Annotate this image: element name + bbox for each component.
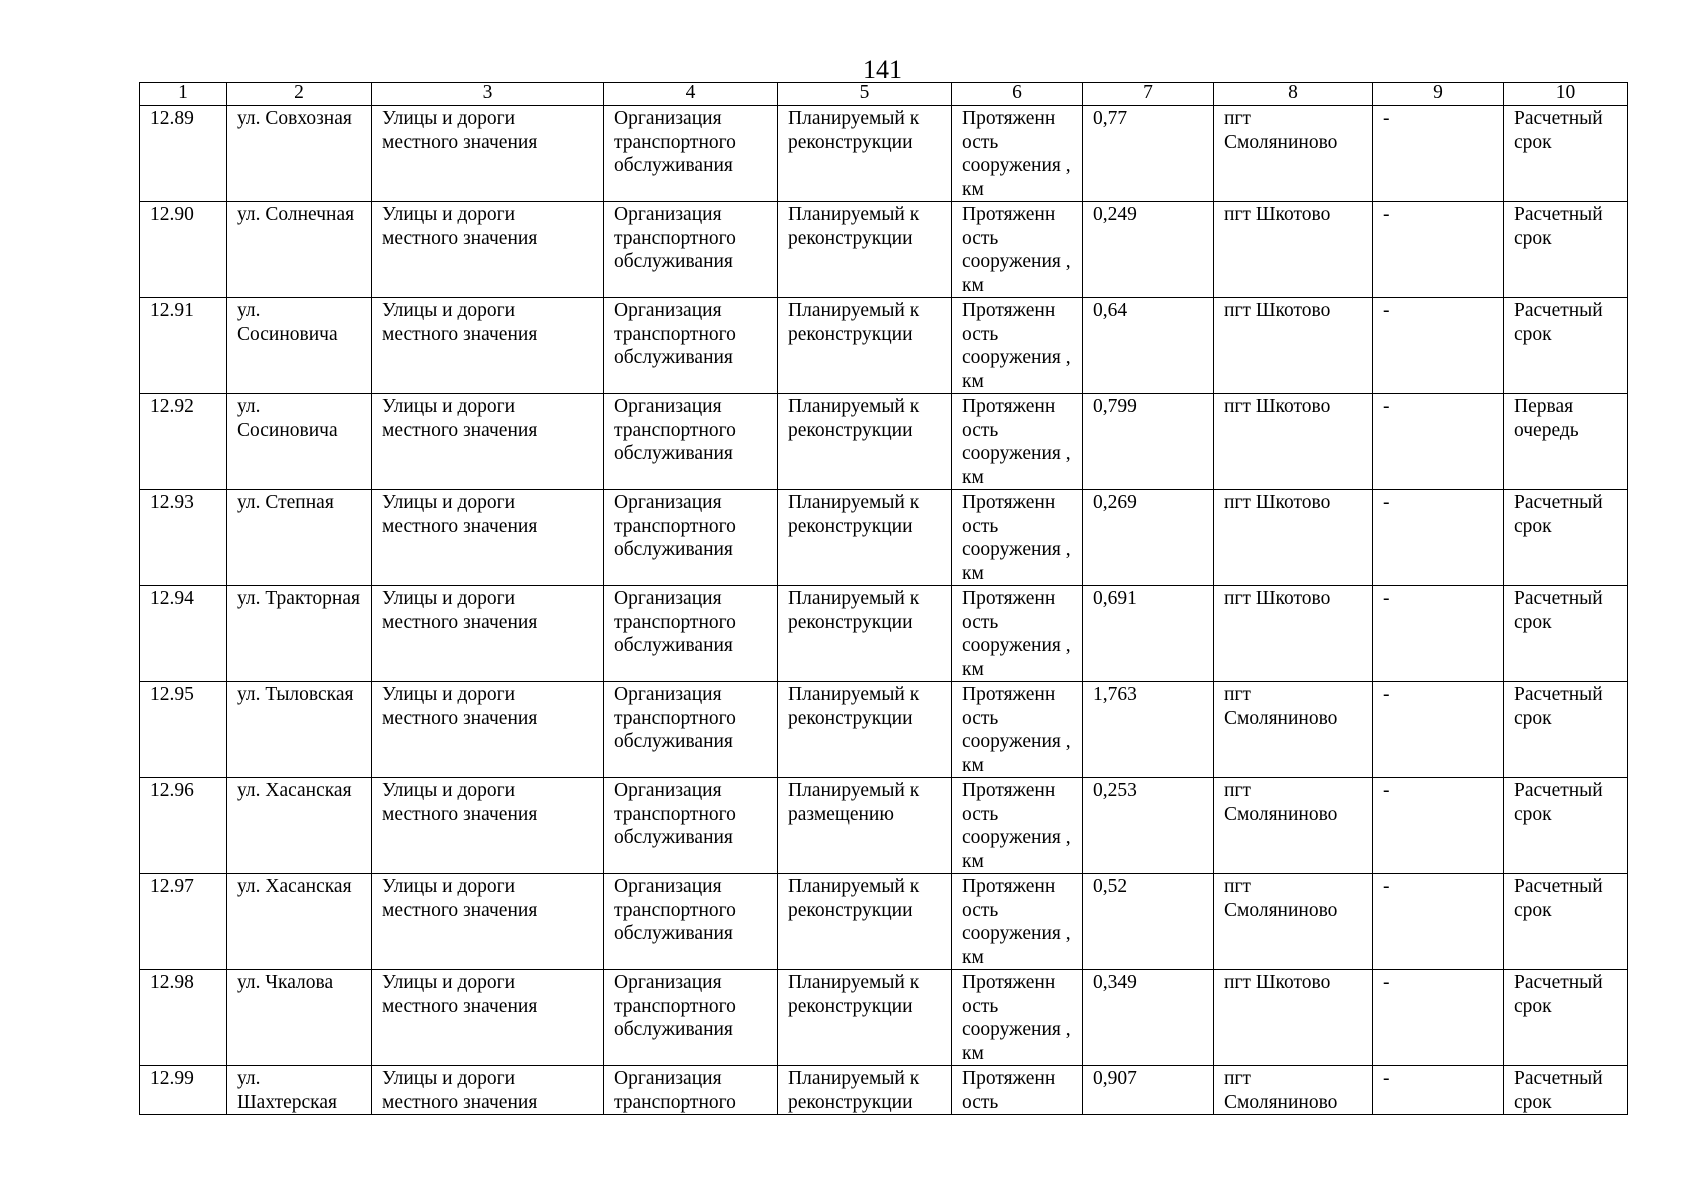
term-cell: Расчетный срок: [1504, 298, 1628, 394]
zone-cell: -: [1373, 394, 1504, 490]
header-row: [140, 83, 1628, 106]
column-header: 7: [1083, 83, 1214, 106]
object-type-cell: Улицы и дороги местного значения: [372, 202, 604, 298]
table-row: [140, 586, 1628, 682]
parameter-cell: Протяженн ость сооружения , км: [952, 298, 1083, 394]
purpose-cell: Организация транспортного обслуживания: [604, 778, 778, 874]
street-name-cell: ул. Хасанская: [227, 874, 372, 970]
table-row: [140, 106, 1628, 202]
purpose-cell: Организация транспортного обслуживания: [604, 394, 778, 490]
row-number-cell: 12.95: [140, 682, 227, 778]
purpose-cell: Организация транспортного обслуживания: [604, 970, 778, 1066]
parameter-cell: Протяженн ость сооружения , км: [952, 778, 1083, 874]
object-type-cell: Улицы и дороги местного значения: [372, 1066, 604, 1115]
parameter-cell: Протяженн ость сооружения , км: [952, 874, 1083, 970]
street-name-cell: ул. Шахтерская: [227, 1066, 372, 1115]
object-type-cell: Улицы и дороги местного значения: [372, 490, 604, 586]
value-cell: 0,691: [1083, 586, 1214, 682]
purpose-cell: Организация транспортного: [604, 1066, 778, 1115]
purpose-cell: Организация транспортного обслуживания: [604, 874, 778, 970]
value-cell: 0,799: [1083, 394, 1214, 490]
status-cell: Планируемый к реконструкции: [778, 106, 952, 202]
purpose-cell: Организация транспортного обслуживания: [604, 682, 778, 778]
parameter-cell: Протяженн ость сооружения , км: [952, 586, 1083, 682]
row-number-cell: 12.93: [140, 490, 227, 586]
term-cell: Расчетный срок: [1504, 682, 1628, 778]
table-row: [140, 682, 1628, 778]
term-cell: Расчетный срок: [1504, 874, 1628, 970]
zone-cell: -: [1373, 298, 1504, 394]
term-cell: Первая очередь: [1504, 394, 1628, 490]
term-cell: Расчетный срок: [1504, 106, 1628, 202]
table-row: [140, 970, 1628, 1066]
object-type-cell: Улицы и дороги местного значения: [372, 586, 604, 682]
row-number-cell: 12.90: [140, 202, 227, 298]
planning-table: [139, 82, 1628, 1115]
zone-cell: -: [1373, 682, 1504, 778]
parameter-cell: Протяженн ость сооружения , км: [952, 682, 1083, 778]
value-cell: 0,52: [1083, 874, 1214, 970]
column-header: 9: [1373, 83, 1504, 106]
purpose-cell: Организация транспортного обслуживания: [604, 586, 778, 682]
table-row: [140, 394, 1628, 490]
column-header: 2: [227, 83, 372, 106]
location-cell: пгт Смоляниново: [1214, 682, 1373, 778]
parameter-cell: Протяженн ость сооружения , км: [952, 970, 1083, 1066]
zone-cell: -: [1373, 106, 1504, 202]
location-cell: пгт Шкотово: [1214, 586, 1373, 682]
object-type-cell: Улицы и дороги местного значения: [372, 106, 604, 202]
street-name-cell: ул. Степная: [227, 490, 372, 586]
value-cell: 1,763: [1083, 682, 1214, 778]
parameter-cell: Протяженн ость сооружения , км: [952, 106, 1083, 202]
location-cell: пгт Шкотово: [1214, 394, 1373, 490]
street-name-cell: ул. Сосиновича: [227, 298, 372, 394]
row-number-cell: 12.91: [140, 298, 227, 394]
location-cell: пгт Смоляниново: [1214, 778, 1373, 874]
row-number-cell: 12.99: [140, 1066, 227, 1115]
value-cell: 0,907: [1083, 1066, 1214, 1115]
street-name-cell: ул. Хасанская: [227, 778, 372, 874]
status-cell: Планируемый к реконструкции: [778, 874, 952, 970]
column-header: 4: [604, 83, 778, 106]
table-row: [140, 874, 1628, 970]
location-cell: пгт Шкотово: [1214, 298, 1373, 394]
column-header: 6: [952, 83, 1083, 106]
object-type-cell: Улицы и дороги местного значения: [372, 970, 604, 1066]
term-cell: Расчетный срок: [1504, 970, 1628, 1066]
row-number-cell: 12.97: [140, 874, 227, 970]
object-type-cell: Улицы и дороги местного значения: [372, 682, 604, 778]
value-cell: 0,64: [1083, 298, 1214, 394]
purpose-cell: Организация транспортного обслуживания: [604, 202, 778, 298]
value-cell: 0,77: [1083, 106, 1214, 202]
location-cell: пгт Шкотово: [1214, 202, 1373, 298]
table-row: [140, 202, 1628, 298]
value-cell: 0,249: [1083, 202, 1214, 298]
row-number-cell: 12.92: [140, 394, 227, 490]
parameter-cell: Протяженн ость сооружения , км: [952, 394, 1083, 490]
column-header: 3: [372, 83, 604, 106]
status-cell: Планируемый к реконструкции: [778, 490, 952, 586]
status-cell: Планируемый к размещению: [778, 778, 952, 874]
term-cell: Расчетный срок: [1504, 586, 1628, 682]
status-cell: Планируемый к реконструкции: [778, 394, 952, 490]
zone-cell: -: [1373, 1066, 1504, 1115]
term-cell: Расчетный срок: [1504, 778, 1628, 874]
row-number-cell: 12.98: [140, 970, 227, 1066]
parameter-cell: Протяженн ость сооружения , км: [952, 490, 1083, 586]
location-cell: пгт Шкотово: [1214, 970, 1373, 1066]
location-cell: пгт Смоляниново: [1214, 874, 1373, 970]
value-cell: 0,269: [1083, 490, 1214, 586]
status-cell: Планируемый к реконструкции: [778, 298, 952, 394]
street-name-cell: ул. Солнечная: [227, 202, 372, 298]
zone-cell: -: [1373, 874, 1504, 970]
value-cell: 0,349: [1083, 970, 1214, 1066]
object-type-cell: Улицы и дороги местного значения: [372, 394, 604, 490]
location-cell: пгт Смоляниново: [1214, 106, 1373, 202]
status-cell: Планируемый к реконструкции: [778, 202, 952, 298]
street-name-cell: ул. Тыловская: [227, 682, 372, 778]
parameter-cell: Протяженн ость: [952, 1066, 1083, 1115]
table-row: [140, 298, 1628, 394]
street-name-cell: ул. Сосиновича: [227, 394, 372, 490]
zone-cell: -: [1373, 586, 1504, 682]
object-type-cell: Улицы и дороги местного значения: [372, 874, 604, 970]
column-header: 10: [1504, 83, 1628, 106]
zone-cell: -: [1373, 778, 1504, 874]
status-cell: Планируемый к реконструкции: [778, 970, 952, 1066]
status-cell: Планируемый к реконструкции: [778, 682, 952, 778]
street-name-cell: ул. Тракторная: [227, 586, 372, 682]
term-cell: Расчетный срок: [1504, 1066, 1628, 1115]
value-cell: 0,253: [1083, 778, 1214, 874]
table-row: [140, 1066, 1628, 1115]
zone-cell: -: [1373, 202, 1504, 298]
street-name-cell: ул. Чкалова: [227, 970, 372, 1066]
purpose-cell: Организация транспортного обслуживания: [604, 106, 778, 202]
column-header: 8: [1214, 83, 1373, 106]
row-number-cell: 12.89: [140, 106, 227, 202]
page-number: 141: [863, 55, 902, 84]
purpose-cell: Организация транспортного обслуживания: [604, 298, 778, 394]
table-row: [140, 778, 1628, 874]
street-name-cell: ул. Совхозная: [227, 106, 372, 202]
column-header: 5: [778, 83, 952, 106]
zone-cell: -: [1373, 970, 1504, 1066]
term-cell: Расчетный срок: [1504, 202, 1628, 298]
status-cell: Планируемый к реконструкции: [778, 1066, 952, 1115]
column-header: 1: [140, 83, 227, 106]
row-number-cell: 12.94: [140, 586, 227, 682]
location-cell: пгт Смоляниново: [1214, 1066, 1373, 1115]
table-row: [140, 490, 1628, 586]
location-cell: пгт Шкотово: [1214, 490, 1373, 586]
term-cell: Расчетный срок: [1504, 490, 1628, 586]
object-type-cell: Улицы и дороги местного значения: [372, 298, 604, 394]
purpose-cell: Организация транспортного обслуживания: [604, 490, 778, 586]
object-type-cell: Улицы и дороги местного значения: [372, 778, 604, 874]
status-cell: Планируемый к реконструкции: [778, 586, 952, 682]
zone-cell: -: [1373, 490, 1504, 586]
parameter-cell: Протяженн ость сооружения , км: [952, 202, 1083, 298]
row-number-cell: 12.96: [140, 778, 227, 874]
